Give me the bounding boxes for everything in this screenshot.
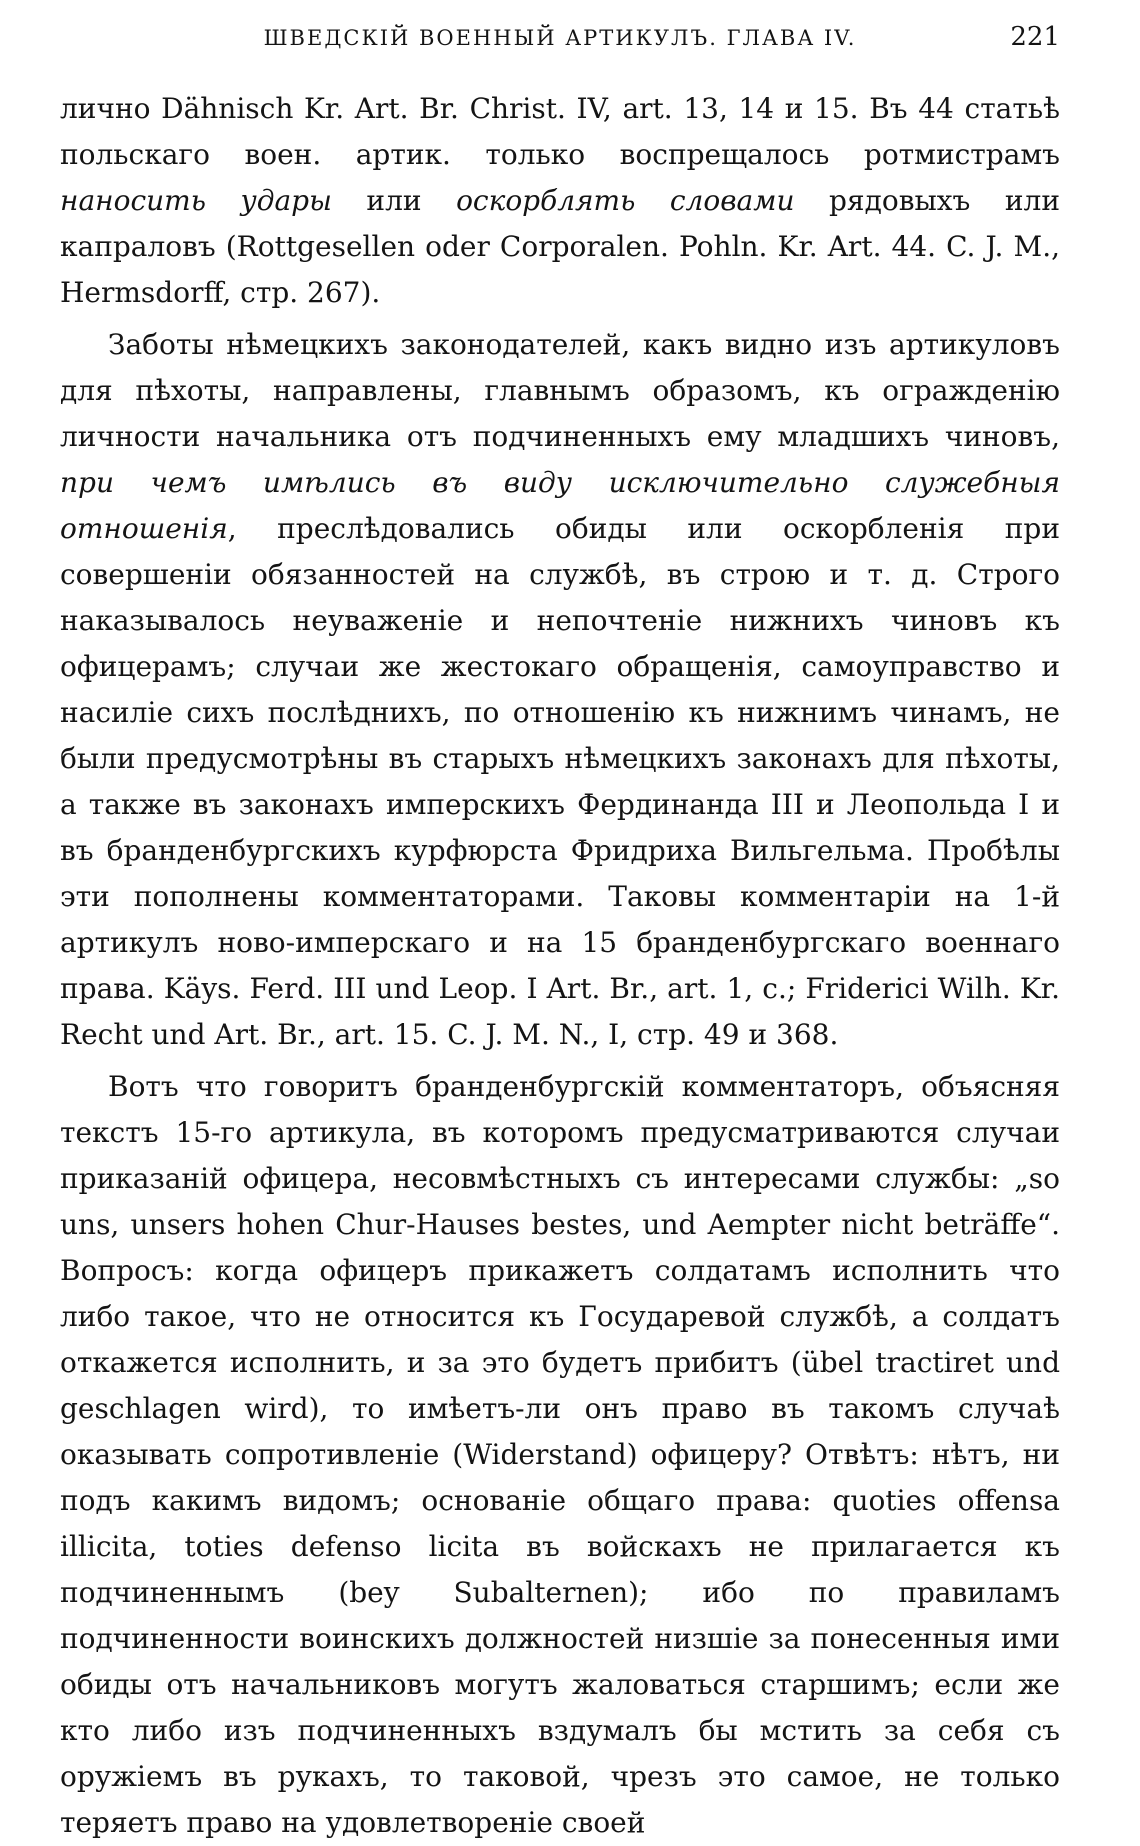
paragraph-3-text: Вотъ что говоритъ бранденбургскій комментаторъ, объясняя текстъ 15-го артикула, въ которомъ предусматриваются случаи приказаній офицера, несовмѣстныхъ съ интересами службы: „so uns, unsers hohen Chur-Hauses bestes, und Aempter nicht beträffe“. Вопросъ: когда офицеръ прикажетъ солдатамъ исполнить что либо такое, что не относится къ Государевой службѣ, а солдатъ откажется исполнить, и за это будетъ прибитъ (übel tractiret und geschlagen wird), то имѣетъ-ли онъ право въ такомъ случаѣ оказывать сопротивленіе (Widerstand) офицеру? Отвѣтъ: нѣтъ, ни подъ какимъ видомъ; основаніе общаго права: quoties offensa illicita, toties defenso licita въ войскахъ не прилагается къ подчиненнымъ (bey Subalternen); ибо по правиламъ подчиненности воинскихъ должностей низшіе за понесенныя ими обиды отъ начальниковъ могутъ жаловаться старшимъ; если же кто либо изъ подчиненныхъ вздумалъ бы мстить за себя съ оружіемъ въ рукахъ, то таковой, чрезъ это самое, не только теряетъ право на удовлетвореніе своей bbox=[60, 1070, 1060, 1839]
paragraph-1-text: рядовыхъ или капраловъ (Rottgesellen oder Corporalen. Pohln. Kr. Art. 44. C. J. M., Hermsdorff, стр. 267). bbox=[60, 184, 1060, 309]
paragraph-2-text: Заботы нѣмецкихъ законодателей, какъ видно изъ артикуловъ для пѣхоты, направлены, главнымъ образомъ, къ огражденію личности начальника отъ подчиненныхъ ему младшихъ чиновъ, bbox=[60, 328, 1060, 453]
page-number: 221 bbox=[1010, 22, 1060, 52]
paragraph-1-italic-1: наносить удары bbox=[60, 184, 332, 217]
book-page bbox=[60, 18, 1060, 1846]
paragraph-2-text: , преслѣдовались обиды или оскорбленія при совершеніи обязанностей на службѣ, въ строю и т. д. Строго наказывалось неуваженіе и непочтеніе нижнихъ чиновъ къ офицерамъ; случаи же жестокаго обращенія, самоуправство и насиліе сихъ послѣднихъ, по отношенію къ нижнимъ чинамъ, не были предусмотрѣны въ старыхъ нѣмецкихъ законахъ для пѣхоты, а также въ законахъ имперскихъ Фердинанда III и Леопольда I и въ бранденбургскихъ курфюрста Фридриха Вильгельма. Пробѣлы эти пополнены комментаторами. Таковы комментаріи на 1-й артикулъ ново-имперскаго и на 15 бранденбургскаго военнаго права. Käys. Ferd. III und Leop. I Art. Br., art. 1, c.; Friderici Wilh. Kr. Recht und Art. Br., art. 15. C. J. M. N., I, стр. 49 и 368. bbox=[60, 512, 1060, 1051]
body-text bbox=[60, 86, 1060, 1846]
paragraph-2 bbox=[60, 322, 1060, 1058]
paragraph-1-text: лично Dähnisch Kr. Art. Br. Christ. IV, art. 13, 14 и 15. Въ 44 статьѣ польскаго воен. артик. только воспрещалось ротмистрамъ bbox=[60, 92, 1060, 171]
paragraph-1-italic-2: оскорблять словами bbox=[456, 184, 795, 217]
paragraph-3 bbox=[60, 1064, 1060, 1846]
paragraph-1 bbox=[60, 86, 1060, 316]
page-header bbox=[60, 18, 1060, 58]
paragraph-1-text: или bbox=[331, 184, 457, 217]
running-head: ШВЕДСКІЙ ВОЕННЫЙ АРТИКУЛЪ. ГЛАВА IV. bbox=[263, 26, 857, 50]
paragraph-2-italic: при чемъ имѣлись въ виду исключительно служебныя отношенія bbox=[60, 466, 1060, 545]
